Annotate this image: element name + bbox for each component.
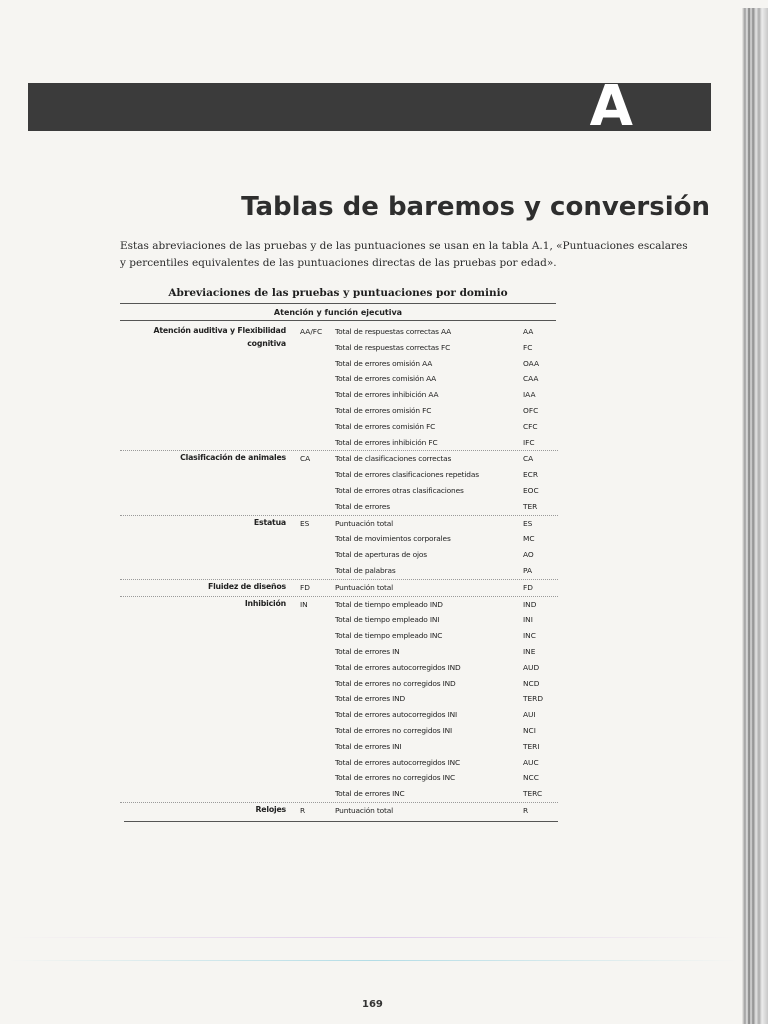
table-row — [335, 340, 558, 356]
table-row — [335, 387, 558, 403]
abbreviations-table — [120, 324, 558, 819]
score-description: Total de aperturas de ojos — [335, 550, 427, 560]
table-row — [335, 707, 558, 723]
section-rule — [120, 320, 556, 321]
score-abbreviation: IFC — [523, 437, 535, 447]
score-abbreviation: OAA — [523, 358, 540, 368]
table-group — [120, 596, 558, 802]
table-title: Abreviaciones de las pruebas y puntuaciones por dominio — [168, 287, 508, 299]
score-abbreviation: IAA — [523, 390, 536, 400]
test-abbreviation: AA/FC — [300, 327, 323, 336]
test-abbreviation: FD — [300, 582, 310, 592]
score-description: Total de respuestas correctas FC — [335, 342, 451, 352]
table-bottom-rule — [124, 821, 558, 822]
table-row — [335, 803, 558, 819]
score-description: Total de errores omisión FC — [335, 405, 432, 415]
table-row — [335, 786, 558, 802]
score-abbreviation: R — [523, 805, 529, 815]
score-description: Total de tiempo empleado INI — [335, 615, 440, 625]
table-row — [335, 435, 558, 451]
score-description: Total de errores autocorregidos IND — [335, 662, 461, 672]
table-row — [335, 723, 558, 739]
chapter-letter: A — [589, 74, 633, 139]
score-abbreviation: OFC — [523, 405, 539, 415]
table-group — [120, 579, 558, 596]
score-description: Total de errores — [335, 501, 390, 511]
table-row — [335, 563, 558, 579]
score-abbreviation: FC — [523, 342, 533, 352]
table-row — [335, 516, 558, 532]
table-row — [335, 403, 558, 419]
test-name: Relojes — [255, 804, 286, 814]
intro-line-2: y percentiles equivalentes de las puntuaciones directas de las pruebas por edad». — [120, 257, 557, 269]
score-abbreviation: CA — [523, 454, 534, 464]
score-abbreviation: FD — [523, 582, 533, 592]
table-group — [120, 324, 558, 450]
table-row — [335, 467, 558, 483]
table-row — [335, 739, 558, 755]
test-name: Estatua — [253, 517, 286, 527]
score-description: Total de movimientos corporales — [335, 534, 451, 544]
intro-line-1: Estas abreviaciones de las pruebas y de las puntuaciones se usan en la tabla A.1, «Puntuaciones escalares — [120, 240, 688, 252]
score-description: Total de errores autocorregidos INC — [335, 757, 460, 767]
book-page-edge — [742, 8, 768, 1024]
scan-artifact — [8, 960, 738, 961]
score-abbreviation: IND — [523, 599, 537, 609]
page-title: Tablas de baremos y conversión — [241, 192, 710, 222]
score-description: Total de errores no corregidos INC — [335, 773, 456, 783]
table-row — [335, 547, 558, 563]
score-description: Puntuación total — [335, 582, 393, 592]
table-row — [335, 580, 558, 596]
page-number: 169 — [362, 999, 383, 1010]
score-abbreviation: AUD — [523, 662, 540, 672]
table-row — [335, 371, 558, 387]
scan-artifact — [8, 937, 738, 938]
table-section-heading: Atención y función ejecutiva — [273, 308, 403, 317]
test-abbreviation: CA — [300, 454, 311, 464]
score-description: Total de clasificaciones correctas — [335, 454, 452, 464]
table-row — [335, 597, 558, 613]
table-row — [335, 770, 558, 786]
table-row — [335, 691, 558, 707]
score-description: Total de errores otras clasificaciones — [335, 485, 464, 495]
score-description: Total de respuestas correctas AA — [335, 327, 451, 336]
score-description: Total de errores no corregidos IND — [335, 678, 456, 688]
score-abbreviation: NCC — [523, 773, 539, 783]
table-row — [335, 755, 558, 771]
test-name: Inhibición — [244, 598, 286, 608]
score-description: Total de errores no corregidos INI — [335, 725, 453, 735]
table-row — [335, 324, 558, 340]
table-row — [335, 451, 558, 467]
table-group — [120, 802, 558, 819]
score-description: Total de tiempo empleado IND — [335, 599, 443, 609]
table-row — [335, 644, 558, 660]
table-top-rule — [120, 303, 556, 304]
score-description: Puntuación total — [335, 805, 393, 815]
table-group — [120, 515, 558, 579]
score-abbreviation: ES — [523, 518, 533, 528]
score-abbreviation: NCI — [523, 725, 536, 735]
test-name: Fluidez de diseños — [207, 581, 286, 591]
score-description: Total de errores autocorregidos INI — [335, 710, 458, 720]
score-abbreviation: MC — [523, 534, 535, 544]
score-abbreviation: CFC — [523, 421, 538, 431]
score-abbreviation: AUC — [523, 757, 539, 767]
score-description: Total de errores inhibición FC — [335, 437, 438, 447]
test-abbreviation: IN — [300, 599, 308, 609]
score-description: Total de errores IN — [335, 646, 400, 656]
score-description: Puntuación total — [335, 518, 393, 528]
score-abbreviation: CAA — [523, 374, 539, 384]
score-description: Total de errores IND — [335, 694, 406, 704]
table-row — [335, 612, 558, 628]
table-row — [335, 531, 558, 547]
score-description: Total de errores inhibición AA — [335, 390, 439, 400]
table-group — [120, 450, 558, 514]
table-row — [335, 419, 558, 435]
score-abbreviation: TER — [523, 501, 538, 511]
score-description: Total de tiempo empleado INC — [335, 631, 443, 641]
score-description: Total de errores INI — [335, 741, 402, 751]
score-abbreviation: INE — [523, 646, 536, 656]
score-abbreviation: TERI — [523, 741, 540, 751]
table-row — [335, 660, 558, 676]
score-abbreviation: AO — [523, 550, 534, 560]
score-abbreviation: INC — [523, 631, 536, 641]
score-description: Total de errores comisión FC — [335, 421, 436, 431]
table-row — [335, 676, 558, 692]
score-abbreviation: ECR — [523, 470, 538, 480]
score-abbreviation: EOC — [523, 485, 539, 495]
table-row — [335, 499, 558, 515]
score-abbreviation: TERC — [523, 789, 543, 799]
score-description: Total de errores omisión AA — [335, 358, 433, 368]
test-name: Clasificación de animales — [180, 453, 286, 463]
table-row — [335, 483, 558, 499]
chapter-banner — [28, 74, 711, 139]
score-abbreviation: NCD — [523, 678, 540, 688]
table-row — [335, 628, 558, 644]
score-description: Total de palabras — [335, 565, 396, 575]
score-abbreviation: TERD — [523, 694, 544, 704]
score-abbreviation: AUI — [523, 710, 536, 720]
test-abbreviation: R — [300, 805, 306, 815]
intro-paragraph — [120, 238, 688, 272]
score-abbreviation: PA — [523, 565, 533, 575]
score-description: Total de errores INC — [335, 789, 405, 799]
test-abbreviation: ES — [300, 518, 310, 528]
score-description: Total de errores clasificaciones repetidas — [335, 470, 479, 480]
test-name: Atención auditiva y Flexibilidad cognitiva — [153, 326, 286, 348]
score-description: Total de errores comisión AA — [335, 374, 437, 384]
score-abbreviation: INI — [523, 615, 533, 625]
score-abbreviation: AA — [523, 327, 534, 336]
table-row — [335, 356, 558, 372]
